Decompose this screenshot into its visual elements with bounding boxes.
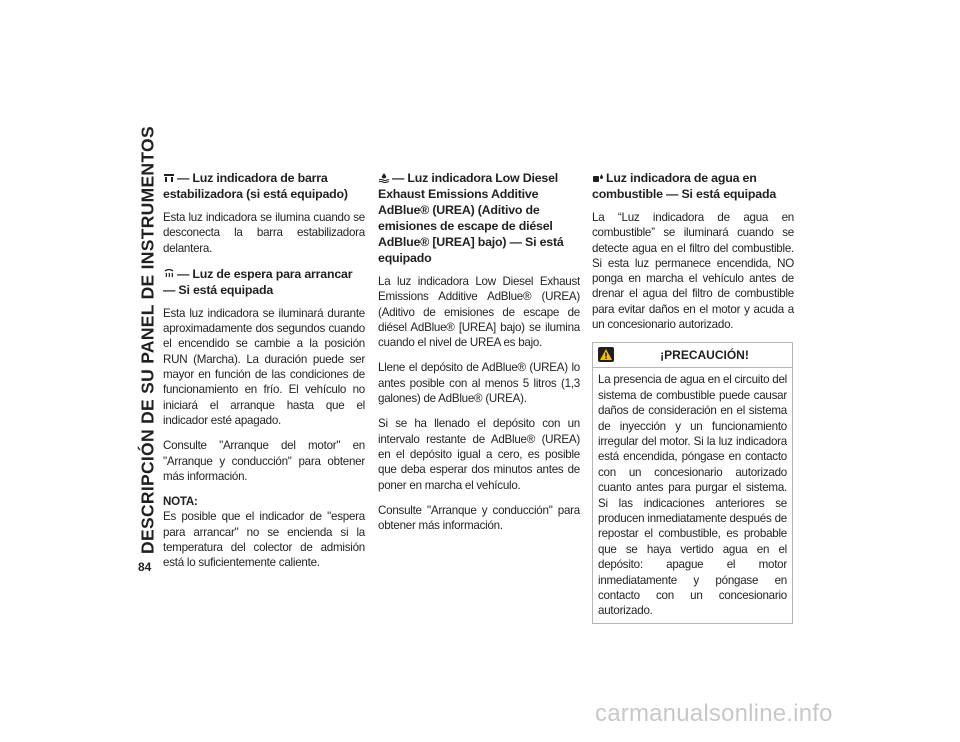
glow-plug-reference: Consulte "Arranque del motor" en "Arranque y conducción" para obtener más información. <box>163 439 365 483</box>
note-label: NOTA: <box>163 495 198 509</box>
note <box>163 494 365 570</box>
sway-bar-icon <box>163 173 175 183</box>
sway-bar-heading-text: — Luz indicadora de barra estabilizadora (si está equipado) <box>163 171 348 201</box>
adblue-paragraph-1: La luz indicadora Low Diesel Exhaust Emissions Additive AdBlue® (UREA) (Aditivo de emisiones de escape de diésel AdBlue® [UREA] bajo) se ilumina cuando el nivel de UREA es bajo. <box>378 275 580 350</box>
glow-plug-body: Esta luz indicadora se iluminará durante aproximadamente dos segundos cuando el encendido se cambie a la posición RUN (Marcha). La duración puede ser mayor en función de las condiciones de funcionamiento en frío. El vehículo no iniciará el arranque hasta que el indicador esté apagado. <box>163 306 365 427</box>
caution-title: ¡PRECAUCIÓN! <box>660 348 749 363</box>
caution-header <box>593 343 792 368</box>
glow-plug-heading <box>163 266 365 298</box>
side-section-title-text: DESCRIPCIÓN DE SU PANEL DE INSTRUMENTOS <box>137 126 158 554</box>
water-in-fuel-body: La “Luz indicadora de agua en combustible” se iluminará cuando se detecte agua en el filtro del combustible. Si esta luz permanece encendida, NO ponga en marcha el vehículo antes de drenar el agua del filtro de combustible para evitar daños en el motor y acuda a un concesionario autorizado. <box>592 211 794 332</box>
water-in-fuel-heading <box>592 170 794 202</box>
adblue-heading <box>378 170 580 266</box>
water-in-fuel-heading-text: Luz indicadora de agua en combustible — Si está equipada <box>592 171 777 201</box>
caution-box <box>592 342 793 624</box>
watermark: carmanualsonline.info <box>595 700 833 727</box>
column-2 <box>378 170 580 543</box>
caution-content <box>593 368 792 623</box>
water-in-fuel-icon <box>592 173 604 183</box>
glow-plug-icon <box>163 269 175 279</box>
note-body: Es posible que el indicador de "espera para arrancar" no se encienda si la temperatura del colector de admisión está lo suficientemente caliente. <box>163 510 365 570</box>
adblue-paragraph-3: Si se ha llenado el depósito con un intervalo restante de AdBlue® (UREA) en el depósito igual a cero, es posible que deba esperar dos minutos antes de poner en marcha el vehículo. <box>378 417 580 492</box>
adblue-paragraph-2: Llene el depósito de AdBlue® (UREA) lo antes posible con al menos 5 litros (1,3 galones) de AdBlue® (UREA). <box>378 361 580 406</box>
page-number: 84 <box>138 560 152 574</box>
side-section-title <box>128 126 168 554</box>
glow-plug-heading-text: — Luz de espera para arrancar — Si está equipada <box>163 266 353 297</box>
column-1 <box>163 170 365 581</box>
sway-bar-body: Esta luz indicadora se ilumina cuando se desconecta la barra estabilizadora delantera. <box>163 211 365 255</box>
sway-bar-heading <box>163 170 365 202</box>
adblue-icon <box>378 173 390 183</box>
adblue-paragraph-4: Consulte "Arranque y conducción" para obtener más información. <box>378 503 580 533</box>
column-3 <box>592 170 794 624</box>
caution-body: La presencia de agua en el circuito del sistema de combustible puede causar daños de consideración en el sistema de inyección y un funcionamiento irregular del motor. Si la luz indicadora está encendida, póngase en contacto con un concesionario autorizado cuanto antes para purgar el sistema. Si las indicaciones anteriores se producen inmediatamente después de repostar el combustible, es probable que se haya vertido agua en el depósito: apague el motor inmediatamente y póngase en contacto con un concesionario autorizado. <box>598 373 787 618</box>
adblue-heading-text: — Luz indicadora Low Diesel Exhaust Emissions Additive AdBlue® (UREA) (Aditivo de emisiones de escape de diésel AdBlue® [UREA] bajo) — Si está equipado <box>378 171 564 265</box>
